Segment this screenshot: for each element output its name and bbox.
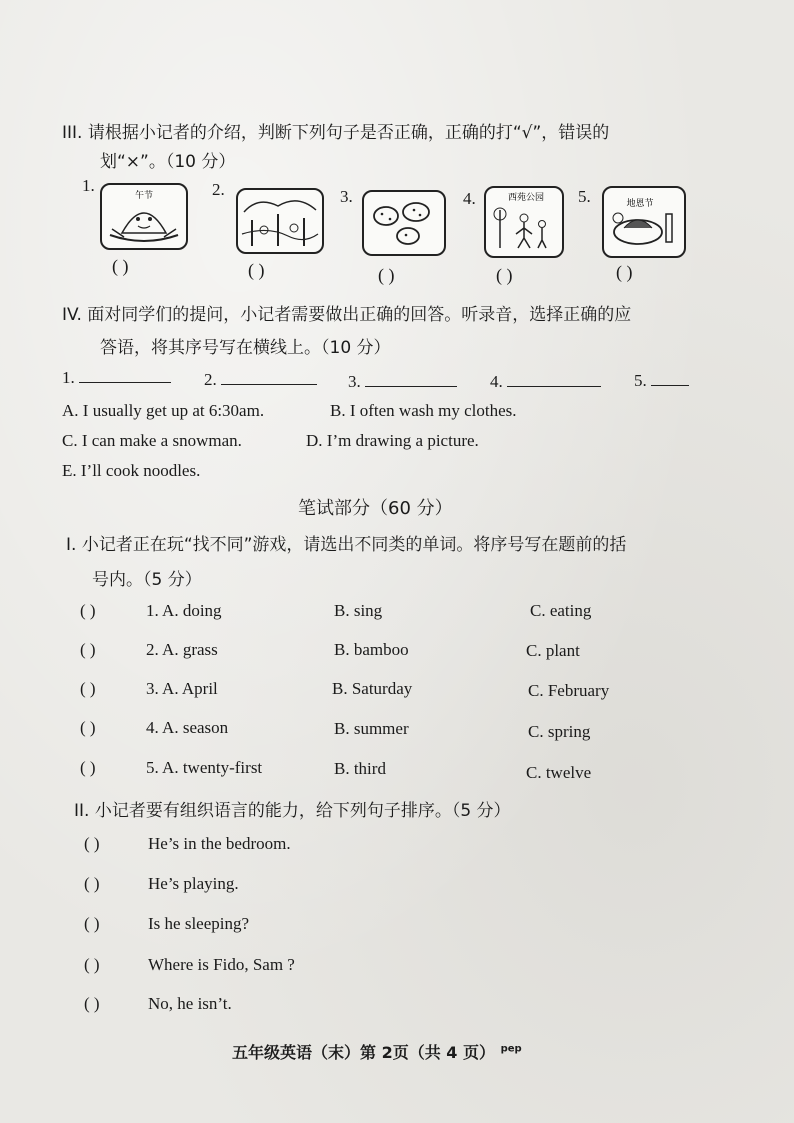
food-table-icon [602,186,686,258]
written-i-row-3-a: 3. A. April [146,679,218,698]
written-i-row-5-a: 5. A. twenty-first [146,758,263,777]
tree-scene-icon [236,188,324,254]
dragon-boat-festival-zongzi-icon [100,183,188,250]
written-i-row-4-a: 4. A. season [146,718,229,737]
answer-blank-2[interactable]: 2. [204,370,317,390]
pic-item-5-answer-paren[interactable]: ( ) [616,262,633,282]
written-i-row-3-paren[interactable]: ( ) [80,679,96,698]
written-i-row-4-c: C. spring [528,722,591,741]
written-i-heading-line2: 号内。（5 分） [92,570,202,590]
pic-1-caption: 午节 [134,191,154,201]
option-b: B. I often wash my clothes. [330,401,517,420]
footer-text: 五年级英语（末）第 2页（共 4 页） [232,1043,495,1062]
written-part-title: 笔试部分（60 分） [298,498,453,519]
option-a: A. I usually get up at 6:30am. [62,401,265,420]
written-ii-heading: II. 小记者要有组织语言的能力，给下列句子排序。（5 分） [74,801,511,821]
written-i-row-1-paren[interactable]: ( ) [80,601,96,620]
option-c: C. I can make a snowman. [62,431,242,450]
pic-item-3-number: 3. [340,187,353,206]
written-i-row-5-b: B. third [334,759,386,778]
pic-5-caption: 地恩节 [626,199,654,209]
section-iv-heading-line1: IV. 面对同学们的提问，小记者需要做出正确的回答。听录音，选择正确的应 [62,305,632,325]
section-iv-heading-line2: 答语，将其序号写在横线上。（10 分） [100,338,391,358]
pic-item-2-answer-paren[interactable]: ( ) [248,260,265,280]
written-i-row-1-a: 1. A. doing [146,601,222,620]
option-d: D. I’m drawing a picture. [306,431,479,450]
written-i-row-3-b: B. Saturday [332,679,413,698]
park-family-icon [484,186,564,258]
written-ii-row-1-text: He’s in the bedroom. [148,834,291,853]
written-ii-row-2-text: He’s playing. [148,874,239,893]
pic-item-3-answer-paren[interactable]: ( ) [378,265,395,285]
written-i-row-2-c: C. plant [526,641,580,660]
pic-item-5-number: 5. [578,187,591,206]
pic-item-1-answer-paren[interactable]: ( ) [112,256,129,276]
written-ii-row-1-paren[interactable]: ( ) [84,834,100,853]
written-ii-row-3-text: Is he sleeping? [148,914,250,933]
pic-item-4-answer-paren[interactable]: ( ) [496,265,513,285]
written-i-row-1-c: C. eating [530,601,592,620]
written-i-row-5-paren[interactable]: ( ) [80,758,96,777]
section-iii-heading-line1: III. 请根据小记者的介绍，判断下列句子是否正确，正确的打“√”，错误的 [62,123,610,143]
written-ii-row-4-text: Where is Fido, Sam ? [148,955,295,974]
potatoes-icon [362,190,446,256]
written-i-heading-line1: I. 小记者正在玩“找不同”游戏，请选出不同类的单词。将序号写在题前的括 [66,535,627,555]
written-i-row-2-b: B. bamboo [334,640,409,659]
answer-blank-4[interactable]: 4. [490,372,601,392]
written-i-row-1-b: B. sing [334,601,383,620]
written-ii-row-5-paren[interactable]: ( ) [84,994,100,1013]
answer-blank-3[interactable]: 3. [348,372,457,392]
answer-blank-5[interactable]: 5. [634,371,689,391]
page-footer [232,1040,522,1063]
pic-item-4-number: 4. [463,189,476,208]
written-ii-row-2-paren[interactable]: ( ) [84,874,100,893]
answer-blank-1[interactable]: 1. [62,368,171,388]
written-i-row-2-paren[interactable]: ( ) [80,640,96,659]
written-i-row-5-c: C. twelve [526,763,592,782]
written-i-row-2-a: 2. A. grass [146,640,218,659]
written-ii-row-4-paren[interactable]: ( ) [84,955,100,974]
option-e: E. I’ll cook noodles. [62,461,201,480]
written-ii-row-5-text: No, he isn’t. [148,994,232,1013]
written-ii-row-3-paren[interactable]: ( ) [84,914,100,933]
section-iii-heading-line2: 划“×”。（10 分） [100,152,236,172]
pic-item-1-number: 1. [82,176,95,195]
pic-4-caption: 西苑公园 [507,193,545,203]
written-i-row-3-c: C. February [528,681,610,700]
written-i-row-4-paren[interactable]: ( ) [80,718,96,737]
pic-item-2-number: 2. [212,180,225,199]
written-i-row-4-b: B. summer [334,719,409,738]
footer-tag: pep [500,1043,522,1055]
